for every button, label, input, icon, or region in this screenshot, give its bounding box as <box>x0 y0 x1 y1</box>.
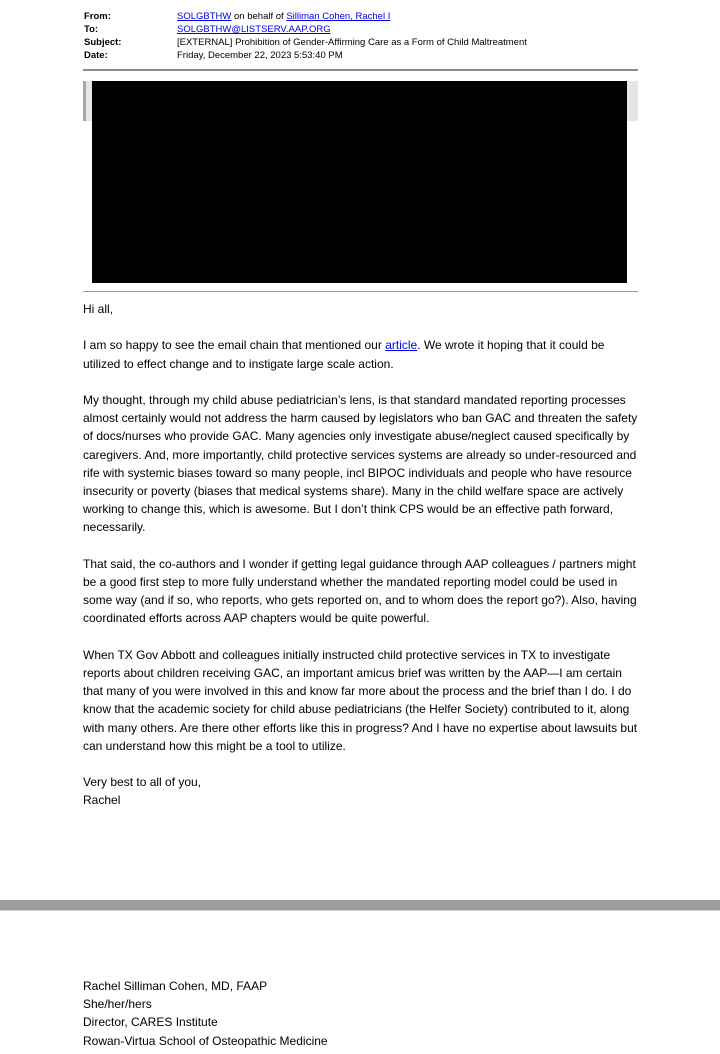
signature-separator-shadow <box>0 910 720 911</box>
body-divider <box>83 291 638 292</box>
to-label: To: <box>84 24 99 35</box>
signature-institution: Rowan-Virtua School of Osteopathic Medicine <box>83 1033 328 1048</box>
email-header <box>84 10 644 62</box>
closing-name: Rachel <box>83 793 121 808</box>
article-link[interactable]: article <box>385 338 418 353</box>
paragraph-1 <box>83 336 638 372</box>
greeting: Hi all, <box>83 302 114 316</box>
paragraph-1-end: . We wrote it hoping that it could be utilized to effect change and to instigate large scale action. <box>83 338 605 371</box>
signature-block <box>83 977 483 1050</box>
signature-pronouns: She/her/hers <box>83 997 152 1012</box>
subject-label: Subject: <box>84 37 122 48</box>
signature-name: Rachel Silliman Cohen, MD, FAAP <box>83 979 268 993</box>
signature-title: Director, CARES Institute <box>83 1015 218 1030</box>
banner-edge <box>83 81 86 121</box>
header-divider <box>83 69 638 71</box>
from-name-link[interactable]: Silliman Cohen, Rachel I <box>286 11 391 22</box>
closing: Very best to all of you, <box>83 775 202 790</box>
date-value: Friday, December 22, 2023 5:53:40 PM <box>177 50 343 61</box>
date-row <box>84 49 644 62</box>
subject-row <box>84 36 644 49</box>
from-behalf-text: on behalf of <box>231 11 287 22</box>
from-row <box>84 10 644 23</box>
paragraph-2: My thought, through my child abuse pediatrician’s lens, is that standard mandated reporting processes almost certainly would not address the harm caused by legislators who ban GAC and threaten the safety of docs/nurses who provide GAC. Many agencies only investigate abuse/neglect caused specifically by caregivers. And, more importantly, child protective services systems are already so under-resourced and rife with systemic biases toward so many people, incl BIPOC individuals and people who have resource insecurity or poverty (biases that medical systems share). Many in the child welfare space are actively working to change this, which is awesome. But I don’t think CPS would be an effective path forward, necessarily. <box>83 392 638 535</box>
from-value <box>177 10 390 23</box>
to-row <box>84 23 644 36</box>
from-label: From: <box>84 11 111 22</box>
paragraph-1-start: I am so happy to see the email chain that mentioned our <box>83 338 386 353</box>
redaction-block <box>92 81 627 283</box>
paragraph-4: When TX Gov Abbott and colleagues initially instructed child protective services in TX to investigate reports about children receiving GAC, an important amicus brief was written by the AAP—I am certain that many of you were involved in this and know far more about the process and the brief than I do. I do know that the academic society for child abuse pediatricians (the Helfer Society) contributed to it, along with many others. Are there other efforts like this in progress? And I have no expertise about lawsuits but can understand how this might be a tool to utilize. <box>83 647 638 753</box>
email-body <box>83 300 638 810</box>
paragraph-3: That said, the co-authors and I wonder if getting legal guidance through AAP colleagues / partners might be a good first step to more fully understand whether the mandated reporting model could be used in some way (and if so, who reports, who gets reported on, and to whom does the report go?). Also, having coordinated efforts across AAP chapters would be quite powerful. <box>83 556 637 626</box>
date-label: Date: <box>84 50 108 61</box>
signature-separator <box>0 900 720 910</box>
subject-value: [EXTERNAL] Prohibition of Gender-Affirming Care as a Form of Child Maltreatment <box>177 37 527 48</box>
from-sender-link[interactable]: SOLGBTHW <box>177 11 232 22</box>
to-address-link[interactable]: SOLGBTHW@LISTSERV.AAP.ORG <box>177 24 331 35</box>
